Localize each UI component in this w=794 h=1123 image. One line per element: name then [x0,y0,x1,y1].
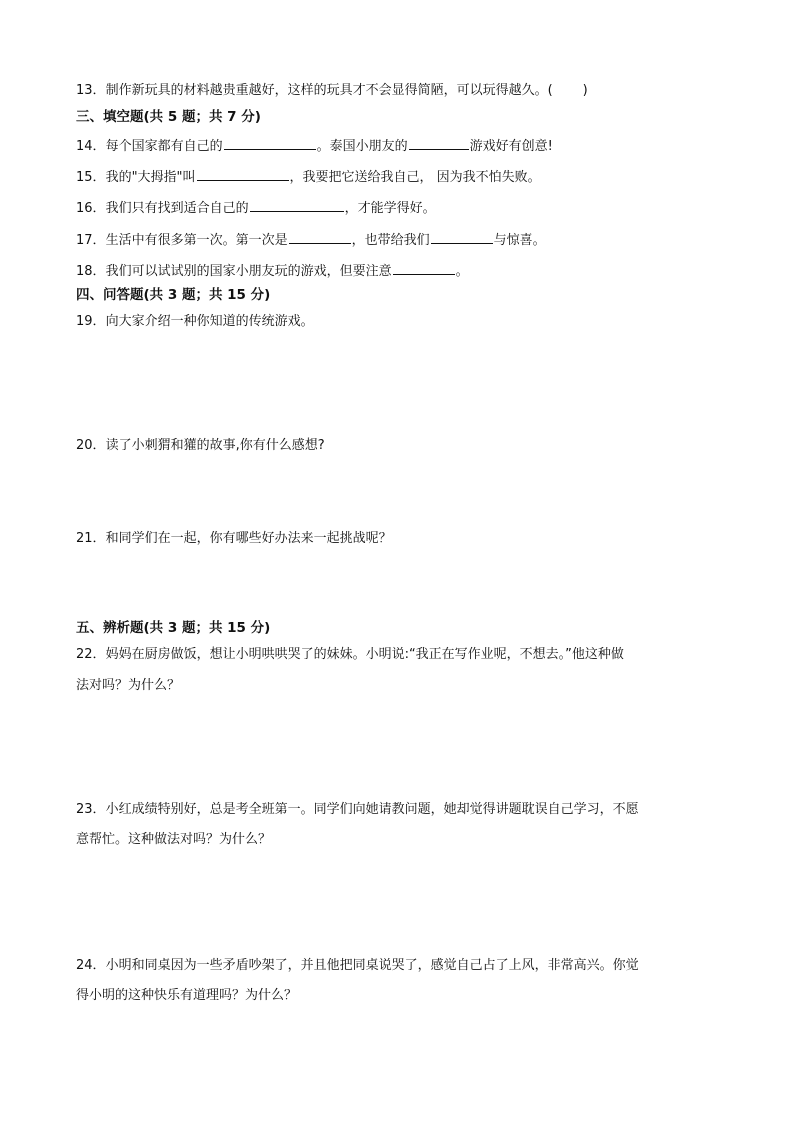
question-number: 17 [76,233,93,248]
question-text: 小明和同桌因为一些矛盾吵架了，并且他把同桌说哭了，感觉自己占了上风，非常高兴。你觉 [105,958,639,973]
question-text: ，也带给我们 [351,233,430,248]
question-text: 我们可以试试别的国家小朋友玩的游戏，但要注意 [105,264,392,279]
question-22-line-2: 法对吗？为什么？ [76,678,181,693]
question-text: 我们只有找到适合自己的 [105,201,249,216]
question-24-line-2: 得小明的这种快乐有道理吗？为什么？ [76,988,298,1003]
fill-blank[interactable] [250,199,344,212]
question-text: 妈妈在厨房做饭，想让小明哄哄哭了的妹妹。小明说:“我正在写作业呢，不想去。”他这种做 [105,647,624,662]
section-4-title: 四、问答题(共 3 题；共 15 分) [76,287,271,303]
question-18: 18．我们可以试试别的国家小朋友玩的游戏，但要注意 。 [76,264,469,279]
fill-blank[interactable] [289,231,351,244]
question-text: 游戏好有创意! [469,139,553,154]
question-text: 。泰国小朋友的 [316,139,408,154]
question-number: 21 [76,531,93,546]
question-23-line-1: 23．小红成绩特别好，总是考全班第一。同学们向她请教问题，她却觉得讲题耽误自己学习，不愿 [76,802,639,817]
question-number: 23 [76,802,93,817]
fill-blank[interactable] [197,168,289,181]
question-21: 21．和同学们在一起，你有哪些好办法来一起挑战呢？ [76,531,392,546]
question-19: 19．向大家介绍一种你知道的传统游戏。 [76,314,314,329]
question-number: 16 [76,201,93,216]
question-number: 22 [76,647,93,662]
question-15: 15．我的"大拇指"叫 ，我要把它送给我自己， 因为我不怕失败。 [76,170,541,185]
question-text: 。 [455,264,469,279]
question-14: 14．每个国家都有自己的 。泰国小朋友的 游戏好有创意! [76,139,553,154]
question-24-line-1: 24．小明和同桌因为一些矛盾吵架了，并且他把同桌说哭了，感觉自己占了上风，非常高兴。你觉 [76,958,639,973]
fill-blank[interactable] [224,137,316,150]
question-text: 制作新玩具的材料越贵重越好，这样的玩具才不会显得简陋，可以玩得越久。( [105,83,553,98]
question-13: 13．制作新玩具的材料越贵重越好，这样的玩具才不会显得简陋，可以玩得越久。( ) [76,83,588,98]
question-number: 19 [76,314,93,329]
question-22-line-1: 22．妈妈在厨房做饭，想让小明哄哄哭了的妹妹。小明说:“我正在写作业呢，不想去。”他这种做 [76,647,624,662]
question-23-line-2: 意帮忙。这种做法对吗？为什么？ [76,832,272,847]
question-number: 24 [76,958,93,973]
question-number: 13 [76,83,93,98]
question-text: 我的"大拇指"叫 [105,170,196,185]
fill-blank[interactable] [431,231,493,244]
fill-blank[interactable] [393,262,455,275]
question-text: 读了小刺猬和獾的故事,你有什么感想? [105,438,325,453]
section-3-title: 三、填空题(共 5 题；共 7 分) [76,109,261,125]
question-16: 16．我们只有找到适合自己的 ，才能学得好。 [76,201,436,216]
question-text: ，我要把它送给我自己， 因为我不怕失败。 [289,170,541,185]
question-text: 和同学们在一起，你有哪些好办法来一起挑战呢？ [105,531,392,546]
question-number: 15 [76,170,93,185]
fill-blank[interactable] [409,137,469,150]
question-number: 14 [76,139,93,154]
question-text: 小红成绩特别好，总是考全班第一。同学们向她请教问题，她却觉得讲题耽误自己学习，不愿 [105,802,639,817]
question-number: 18 [76,264,93,279]
question-17: 17．生活中有很多第一次。第一次是 ，也带给我们 与惊喜。 [76,233,546,248]
question-text: 与惊喜。 [493,233,546,248]
question-text: 向大家介绍一种你知道的传统游戏。 [105,314,314,329]
close-paren: ) [582,83,588,98]
section-5-title: 五、辨析题(共 3 题；共 15 分) [76,620,271,636]
question-text: 每个国家都有自己的 [105,139,223,154]
question-number: 20 [76,438,93,453]
question-20: 20．读了小刺猬和獾的故事,你有什么感想? [76,438,325,453]
question-text: ，才能学得好。 [344,201,436,216]
question-text: 生活中有很多第一次。第一次是 [105,233,288,248]
